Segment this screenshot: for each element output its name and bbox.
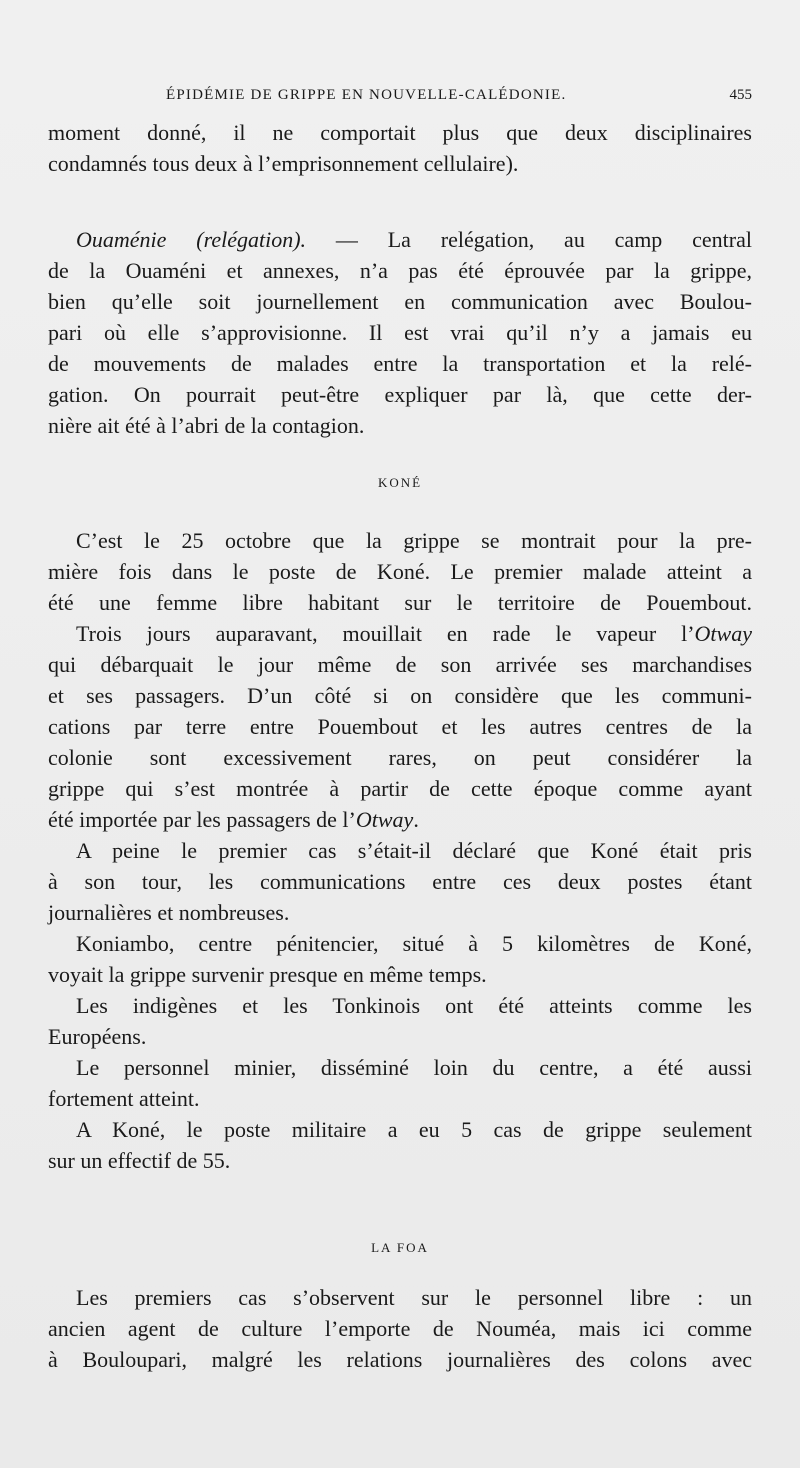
text-line: de mouvements de malades entre la transportation et la relé- [48, 351, 752, 376]
text-line [48, 804, 752, 835]
text-line: A peine le premier cas s’était-il déclaré que Koné était pris [76, 838, 752, 863]
text-line: colonie sont excessivement rares, on peut considérer la [48, 745, 752, 770]
running-header [48, 87, 752, 111]
text-line: mière fois dans le poste de Koné. Le premier malade atteint a [48, 559, 752, 584]
text-line: voyait la grippe survenir presque en même temps. [48, 962, 487, 987]
text-line: sur un effectif de 55. [48, 1148, 231, 1173]
section-kone-text [48, 525, 752, 1176]
paragraph-continuation [48, 117, 752, 179]
otway-line2-end: . [413, 807, 419, 832]
ouamenie-first-line-rest: — La relégation, au camp central [306, 227, 752, 252]
text-line: été une femme libre habitant sur le territoire de Pouembout. [48, 590, 752, 615]
text-line: à son tour, les communications entre ces deux postes étant [48, 869, 752, 894]
text-line: à Bouloupari, malgré les relations journalières des colons avec [48, 1347, 752, 1372]
text-line: C’est le 25 octobre que la grippe se montrait pour la pre- [76, 528, 752, 553]
text-line [48, 224, 752, 255]
paragraph-ouamenie [48, 224, 752, 441]
text-line: bien qu’elle soit journellement en communication avec Boulou- [48, 289, 752, 314]
ouamenie-title: Ouaménie (relégation). [76, 227, 307, 252]
text-line: Européens. [48, 1024, 147, 1049]
text-line [48, 618, 752, 649]
text-line: gation. On pourrait peut-être expliquer par là, que cette der- [48, 382, 752, 407]
text-line: ancien agent de culture l’emporte de Nouméa, mais ici comme [48, 1316, 752, 1341]
text-line: Les indigènes et les Tonkinois ont été atteints comme les [76, 993, 752, 1018]
text-line: A Koné, le poste militaire a eu 5 cas de grippe seulement [76, 1117, 752, 1142]
text-line: grippe qui s’est montrée à partir de cette époque comme ayant [48, 776, 752, 801]
section-la-foa-text [48, 1282, 752, 1375]
section-heading-la-foa: LA FOA [371, 1240, 429, 1255]
text-line: Le personnel minier, disséminé loin du centre, a été aussi [76, 1055, 752, 1080]
text-line: nière ait été à l’abri de la contagion. [48, 413, 365, 438]
text-line: condamnés tous deux à l’emprisonnement cellulaire). [48, 151, 519, 176]
text-line: fortement atteint. [48, 1086, 200, 1111]
ship-name: Otway [355, 807, 414, 832]
text-line: Les premiers cas s’observent sur le personnel libre : un [76, 1285, 752, 1310]
otway-line2-start: été importée par les passagers de l’ [48, 807, 356, 832]
text-line: et ses passagers. D’un côté si on considère que les communi- [48, 683, 752, 708]
section-heading-kone: KONÉ [377, 475, 423, 490]
text-line: Koniambo, centre pénitencier, situé à 5 kilomètres de Koné, [76, 931, 752, 956]
text-line: qui débarquait le jour même de son arrivée ses marchandises [48, 652, 752, 677]
text-line: moment donné, il ne comportait plus que deux disciplinaires [48, 120, 752, 145]
text-line: de la Ouaméni et annexes, n’a pas été éprouvée par la grippe, [48, 258, 752, 283]
text-line: pari où elle s’approvisionne. Il est vrai qu’il n’y a jamais eu [48, 320, 752, 345]
text-line: cations par terre entre Pouembout et les autres centres de la [48, 714, 752, 739]
page-number: 455 [729, 87, 752, 103]
ship-name: Otway [694, 621, 752, 646]
running-title: ÉPIDÉMIE DE GRIPPE EN NOUVELLE-CALÉDONIE. [166, 87, 567, 103]
otway-line-start: Trois jours auparavant, mouillait en rade le vapeur l’ [76, 621, 695, 646]
text-line: journalières et nombreuses. [48, 900, 290, 925]
